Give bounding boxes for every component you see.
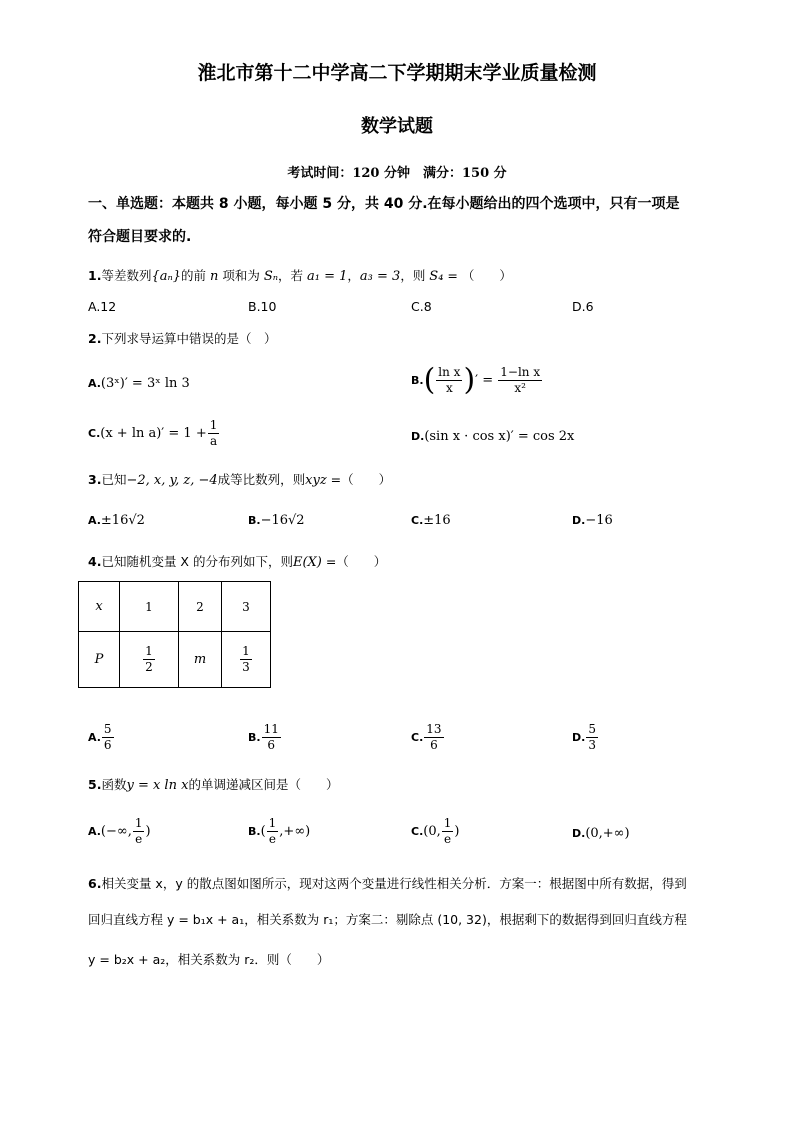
q4-math: E(X) [292, 555, 322, 570]
q4-text: =（ ） [321, 554, 387, 569]
question-number: 4. [88, 554, 102, 569]
fraction-numerator: 13 [426, 722, 442, 736]
q5-text: 函数 [101, 777, 127, 792]
fraction-numerator: 5 [588, 722, 596, 736]
question-6-line2: 回归直线方程 y = b₁x + a₁，相关系数为 r₁；方案二：剔除点 (10, 32)，根据剩下的数据得到回归直线方程 [88, 912, 687, 927]
q1-option-a[interactable]: A.12 [88, 299, 117, 314]
exam-title: 淮北市第十二中学高二下学期期末学业质量检测 [197, 62, 597, 84]
q5-text: 的单调递减区间是（ ） [188, 777, 339, 792]
table-row [79, 632, 271, 688]
q6-text: 相关变量 x，y 的散点图如图所示，现对这两个变量进行线性相关分析．方案一：根据图中所有数据，得到 [101, 876, 687, 891]
option-math: ±16√2 [100, 513, 145, 528]
option-math: (−∞, [100, 824, 132, 839]
option-math: (3ˣ)′ = 3ˣ ln 3 [100, 376, 190, 391]
fraction [262, 722, 281, 753]
q1-math: Sₙ [263, 269, 279, 284]
q1-math: a₃ = 3 [359, 269, 401, 284]
q4-option-d[interactable] [572, 722, 599, 753]
option-math: −16√2 [260, 513, 305, 528]
option-label: C. [411, 825, 424, 838]
fraction-numerator: 11 [263, 722, 279, 736]
q5-option-c[interactable] [411, 816, 459, 847]
q1-text: 项和为 [218, 268, 264, 283]
fraction-denominator: 6 [267, 738, 276, 752]
question-3 [88, 470, 391, 488]
q4-option-c[interactable] [411, 722, 445, 753]
q5-option-d[interactable] [572, 825, 630, 841]
option-label: D. [411, 430, 425, 443]
option-math: ( [260, 824, 266, 839]
option-label: D. [572, 514, 586, 527]
option-math: (x + ln a)′ = 1 + [100, 426, 207, 441]
fraction-numerator: 1 [134, 816, 143, 830]
q4-option-b[interactable] [248, 722, 282, 753]
question-number: 3. [88, 472, 102, 487]
section-heading-line2: 符合题目要求的. [88, 229, 192, 245]
table-cell: m [179, 632, 222, 688]
table-cell: 1 [120, 582, 179, 632]
fraction-numerator: 1 [268, 816, 277, 830]
fraction [442, 816, 454, 847]
q2-text: 下列求导运算中错误的是（ ） [101, 331, 277, 346]
fraction-numerator: 1 [242, 644, 250, 658]
option-label: D. [572, 731, 586, 744]
q2-option-a[interactable] [88, 375, 190, 391]
question-number: 5. [88, 777, 102, 792]
fraction-denominator: 6 [103, 738, 112, 752]
option-label: B. [248, 514, 261, 527]
q1-option-b[interactable]: B.10 [248, 299, 277, 314]
fraction-denominator: 3 [588, 738, 596, 752]
option-label: D. [572, 827, 586, 840]
q2-option-d[interactable] [411, 428, 574, 444]
q3-option-a[interactable] [88, 512, 145, 528]
q3-option-c[interactable] [411, 512, 451, 528]
option-label: C. [411, 514, 424, 527]
option-math: ) [145, 824, 151, 839]
table-cell: x [79, 582, 120, 632]
fraction [240, 644, 252, 675]
fraction-denominator: 6 [430, 738, 438, 752]
question-4 [88, 552, 386, 570]
option-label: A. [88, 731, 101, 744]
q3-math: xyz [305, 473, 327, 488]
fraction [267, 816, 279, 847]
q1-option-d[interactable]: D.6 [572, 299, 594, 314]
q5-math: y = x ln x [126, 778, 189, 793]
table-cell [120, 632, 179, 688]
fraction-numerator: 1 [145, 644, 153, 658]
option-label: C. [411, 731, 424, 744]
q3-math: −2, x, y, z, −4 [126, 473, 218, 488]
question-2 [88, 329, 276, 347]
fraction-denominator: e [135, 832, 143, 846]
option-math: ±16 [423, 513, 451, 528]
table-cell: P [79, 632, 120, 688]
fraction-denominator: x [445, 381, 453, 395]
exam-info: 考试时间：120 分钟 满分：150 分 [287, 166, 507, 181]
q5-option-b[interactable] [248, 816, 310, 847]
option-math: −16 [585, 513, 613, 528]
fraction-denominator: x² [514, 381, 526, 395]
fraction [143, 644, 155, 675]
fraction [436, 365, 462, 396]
q3-option-b[interactable] [248, 512, 305, 528]
q3-option-d[interactable] [572, 512, 613, 528]
option-label: A. [88, 377, 101, 390]
option-math: ) [454, 824, 460, 839]
fraction-denominator: e [268, 832, 277, 846]
q3-text: 成等比数列，则 [217, 472, 306, 487]
table-row [79, 582, 271, 632]
q5-option-a[interactable] [88, 816, 151, 847]
option-math: (0,+∞) [585, 826, 630, 841]
section-heading-line1: 一、单选题：本题共 8 小题，每小题 5 分，共 40 分.在每小题给出的四个选项中，只有一项是 [88, 196, 680, 212]
fraction [498, 365, 542, 396]
prime-equals: ′ = [475, 373, 498, 388]
question-number: 6. [88, 876, 102, 891]
table-cell: 3 [222, 582, 271, 632]
option-math: ,+∞) [279, 824, 311, 839]
q1-math: a₁ = 1 [307, 269, 348, 284]
fraction-denominator: e [444, 832, 452, 846]
q1-text: ， [347, 268, 360, 283]
q2-option-b[interactable] [411, 362, 543, 398]
option-label: A. [88, 825, 101, 838]
distribution-table [78, 581, 271, 688]
fraction [133, 816, 145, 847]
q1-text: ，若 [278, 268, 308, 283]
fraction-denominator: 2 [145, 660, 153, 674]
question-5 [88, 775, 338, 793]
q1-text: 等差数列 [101, 268, 152, 283]
exam-subtitle: 数学试题 [361, 116, 433, 137]
q1-text: = （ ） [443, 268, 512, 283]
q1-math: n [210, 269, 219, 284]
fraction-numerator: ln x [438, 365, 461, 379]
fraction-denominator: 3 [242, 660, 250, 674]
option-label: A. [88, 514, 101, 527]
q3-text: =（ ） [326, 472, 392, 487]
fraction-numerator: 1−ln x [500, 365, 541, 379]
fraction [102, 722, 114, 753]
fraction [208, 418, 220, 449]
option-label: B. [248, 825, 261, 838]
fraction [586, 722, 598, 753]
q4-text: 已知随机变量 X 的分布列如下，则 [101, 554, 293, 569]
q2-option-c[interactable] [88, 418, 220, 449]
fraction-denominator: a [209, 434, 218, 448]
q4-option-a[interactable] [88, 722, 115, 753]
q1-text: ，则 [400, 268, 430, 283]
right-paren: ) [463, 362, 476, 398]
question-1 [88, 266, 512, 284]
q1-option-c[interactable]: C.8 [411, 299, 432, 314]
table-cell: 2 [179, 582, 222, 632]
option-label: C. [88, 427, 101, 440]
question-6-line3: y = b₂x + a₂，相关系数为 r₂．则（ ） [88, 952, 330, 967]
question-6-line1 [88, 874, 687, 892]
fraction-numerator: 1 [443, 816, 452, 830]
fraction [424, 722, 443, 753]
q1-text: 的前 [181, 268, 211, 283]
q3-text: 已知 [101, 472, 127, 487]
question-number: 2. [88, 331, 102, 346]
table-cell [222, 632, 271, 688]
fraction-numerator: 1 [209, 418, 218, 432]
option-math: (sin x · cos x)′ = cos 2x [424, 429, 575, 444]
option-math: (0, [423, 824, 441, 839]
question-number: 1. [88, 268, 102, 283]
option-label: B. [411, 374, 424, 387]
q1-math: S₄ [429, 269, 444, 284]
fraction-numerator: 5 [103, 722, 112, 736]
left-paren: ( [423, 362, 436, 398]
q1-math: {aₙ} [151, 269, 182, 284]
option-label: B. [248, 731, 261, 744]
